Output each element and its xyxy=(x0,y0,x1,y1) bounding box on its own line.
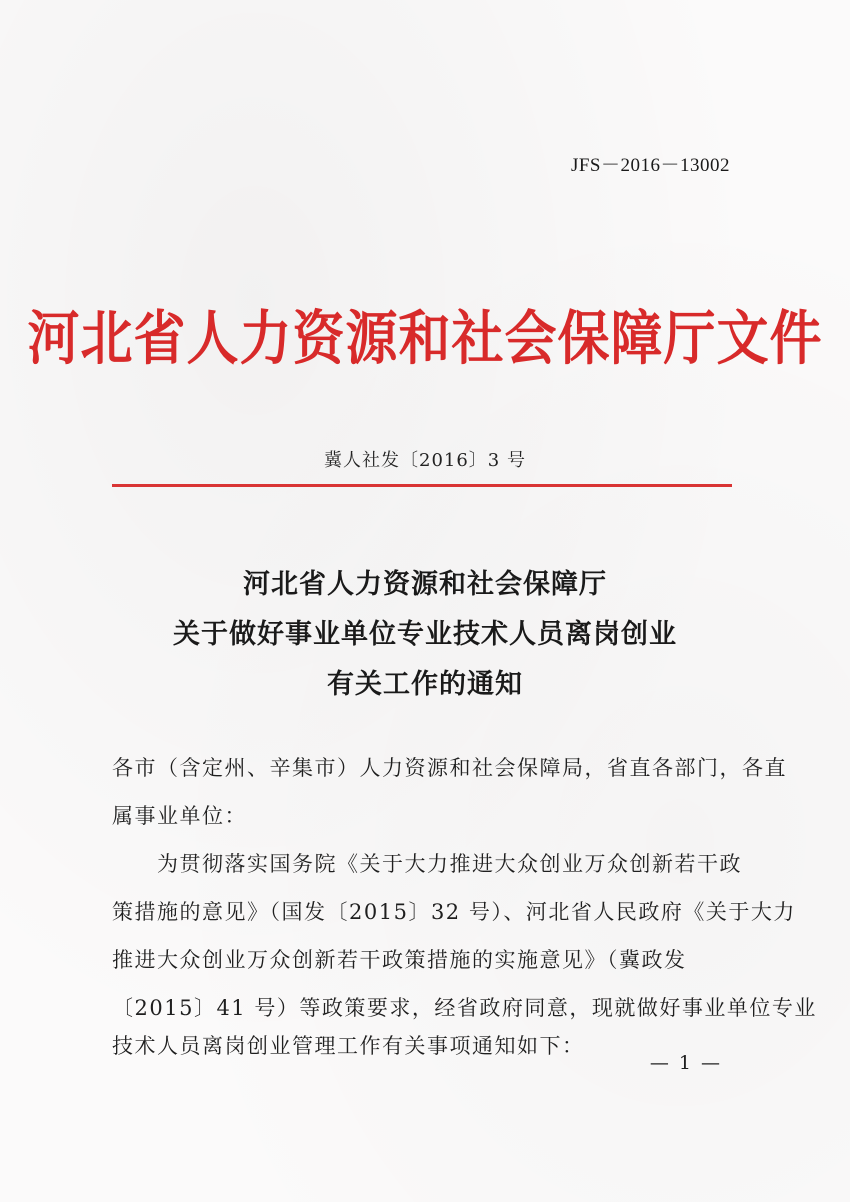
recipients-line-1: 各市（含定州、辛集市）人力资源和社会保障局，省直各部门，各直 xyxy=(112,756,787,780)
file-code: JFS－2016－13002 xyxy=(570,155,730,176)
notice-title-line-1: 河北省人力资源和社会保障厅 xyxy=(243,569,607,600)
doc-number: 冀人社发〔2016〕3 号 xyxy=(324,450,526,471)
body-line: 技术人员离岗创业管理工作有关事项通知如下： xyxy=(112,1034,585,1058)
body-line: 策措施的意见》（国发〔2015〕32 号）、河北省人民政府《关于大力 xyxy=(112,900,796,924)
notice-title-line-2: 关于做好事业单位专业技术人员离岗创业 xyxy=(173,619,677,650)
recipients-line-2: 属事业单位： xyxy=(112,804,247,828)
red-divider-rule xyxy=(112,484,732,487)
body-line: 为贯彻落实国务院《关于大力推进大众创业万众创新若干政 xyxy=(112,852,742,876)
page-number: — 1 — xyxy=(649,1052,722,1074)
header-title: 河北省人力资源和社会保障厅文件 xyxy=(27,306,823,374)
notice-title-line-3: 有关工作的通知 xyxy=(327,669,523,700)
body-line: 〔2015〕41 号）等政策要求，经省政府同意，现就做好事业单位专业 xyxy=(112,996,817,1020)
body-line: 推进大众创业万众创新若干政策措施的实施意见》（冀政发 xyxy=(112,948,687,972)
